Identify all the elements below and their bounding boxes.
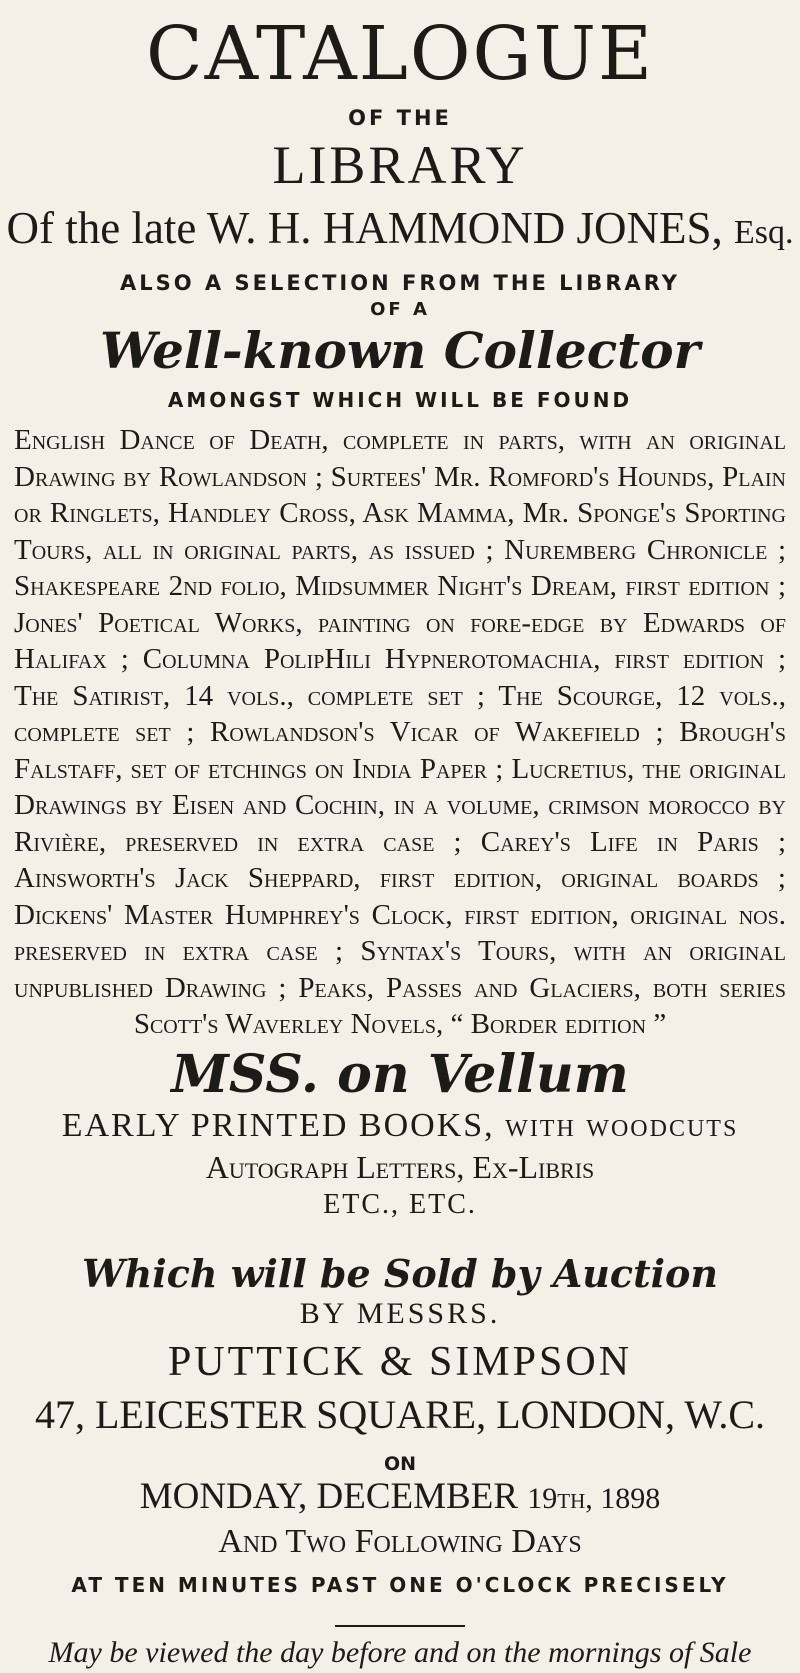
auction-address: 47, LEICESTER SQUARE, LONDON, W.C.: [34, 1391, 766, 1437]
auctioneers-name: PUTTICK & SIMPSON: [167, 1338, 633, 1385]
selection-line: ALSO A SELECTION FROM THE LIBRARY: [120, 271, 680, 295]
on-label: ON: [383, 1452, 417, 1475]
auction-heading: Which will be Sold by Auction: [81, 1250, 719, 1296]
early-books-line: EARLY PRINTED BOOKS, with woodcuts: [61, 1106, 739, 1144]
amongst-label: AMONGST WHICH WILL BE FOUND: [167, 388, 633, 412]
etc-line: ETC., ETC.: [323, 1188, 477, 1220]
owner-line: [0, 200, 800, 261]
late-prefix: Of the late: [6, 203, 197, 253]
owner-name: W. H. HAMMOND JONES,: [206, 203, 723, 253]
sale-date: [0, 1475, 800, 1521]
of-a-label: OF A: [370, 299, 430, 320]
contents-paragraph: English Dance of Death, complete in parts, with an original Drawing by Rowlandson ; Surtees' Mr. Romford's Hounds, Plain or Ringlets, Handley Cross, Ask Mamma, Mr. Sponge's Sporting Tours, all in original parts, as issued ; Nuremberg Chronicle ; Shakespeare 2nd folio, Midsummer Night's Dream, first edition ; Jones' Poetical Works, painting on fore-edge by Edwards of Halifax ; Columna PolipHili Hypnerotomachia, first edition ; The Satirist, 14 vols., complete set ; The Scourge, 12 vols., complete set ; Rowlandson's Vicar of Wakefield ; Brough's Falstaff, set of etchings on India Paper ; Lucretius, the original Drawings by Eisen and Cochin, in a volume, crimson morocco by Rivière, preserved in extra case ; Carey's Life in Paris ; Ainsworth's Jack Sheppard, first edition, original boards ; Dickens' Master Humphrey's Clock, first edition, original nos. preserved in extra case ; Syntax's Tours, with an original unpublished Drawing ; Peaks, Passes and Glaciers, both series Scott's Waverley Novels, “ Border edition ”: [14, 424, 786, 1040]
by-messrs-label: BY MESSRS.: [299, 1296, 501, 1330]
autograph-line: Autograph Letters, Ex-Libris: [205, 1148, 595, 1185]
library-heading: LIBRARY: [272, 135, 528, 195]
of-the-label: OF THE: [348, 106, 452, 130]
catalogue-title: CATALOGUE: [145, 11, 655, 97]
sale-day: MONDAY, DECEMBER: [139, 1475, 519, 1517]
divider-rule: [335, 1625, 465, 1627]
collector-heading: Well-known Collector: [100, 321, 700, 380]
sale-time: AT TEN MINUTES PAST ONE O'CLOCK PRECISELY: [71, 1572, 729, 1597]
following-days: And Two Following Days: [218, 1522, 582, 1560]
sale-date-number: 19th, 1898: [527, 1481, 661, 1515]
viewing-note: May be viewed the day before and on the mornings of Sale: [48, 1635, 752, 1669]
owner-suffix: Esq.: [733, 214, 794, 251]
mss-heading: MSS. on Vellum: [171, 1043, 629, 1105]
